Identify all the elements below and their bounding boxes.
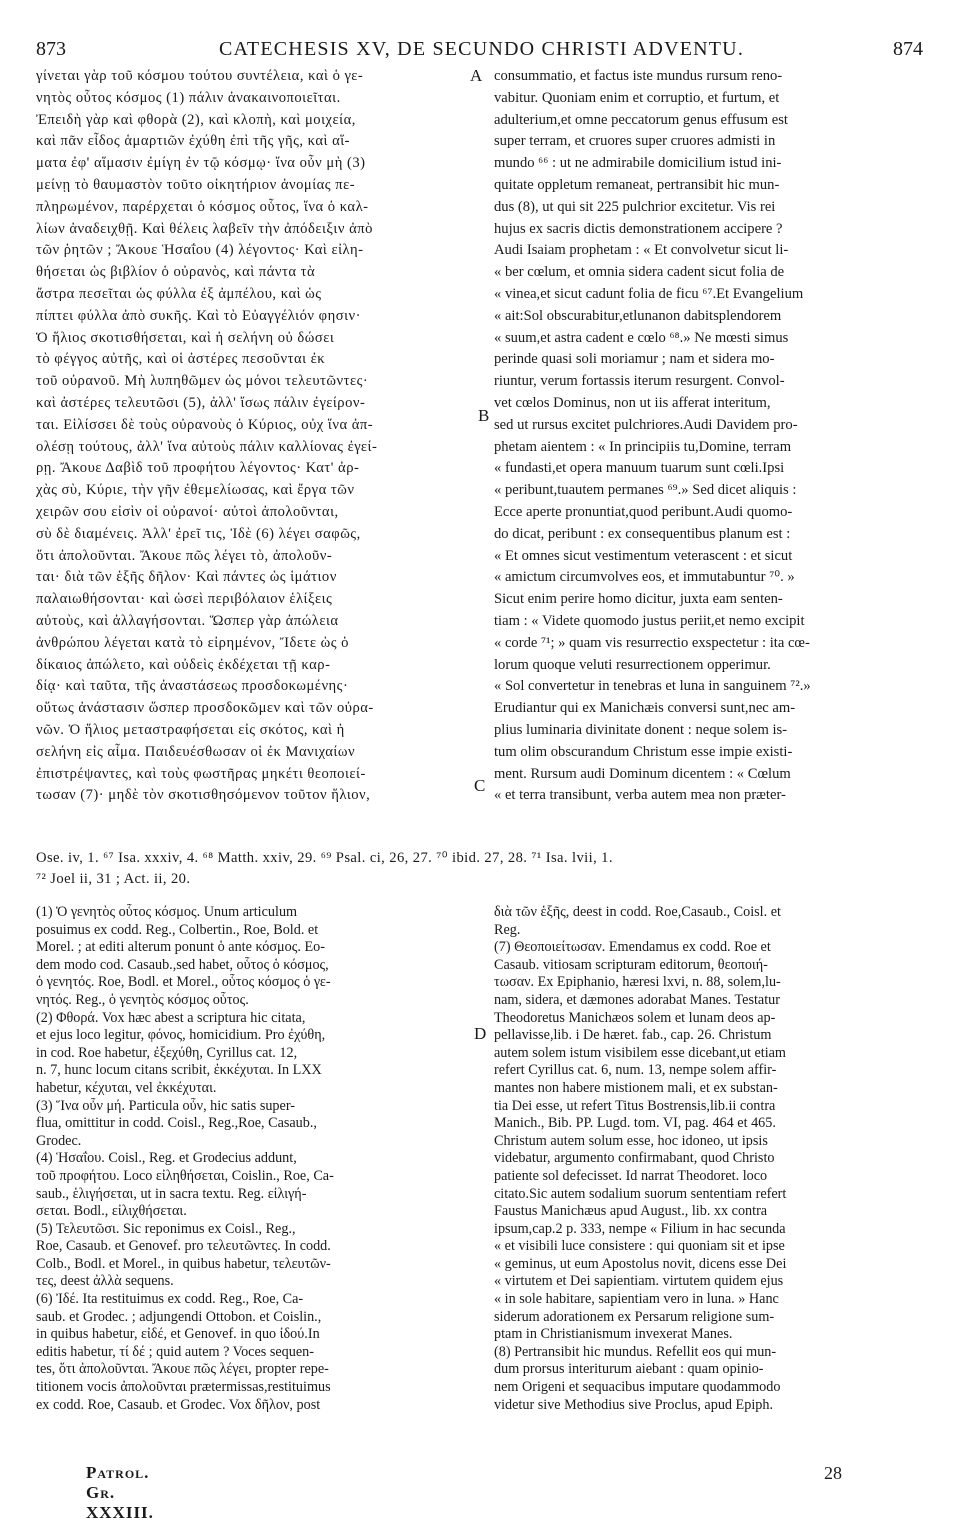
latin-text-line: tum olim obscurandum Christum esse impie existi- <box>494 743 793 760</box>
page-number-left: 873 <box>36 38 66 60</box>
scripture-refs-line-2: ⁷² Joel ii, 31 ; Act. ii, 20. <box>36 871 191 887</box>
note-line: dum prorsus interiturum aiebant : quam opinio- <box>494 1361 764 1378</box>
note-line: (6) Ἰδέ. Ita restituimus ex codd. Reg., Roe, Ca- <box>36 1291 304 1308</box>
latin-text-line: plius luminaria divinitate donent : neque solem is- <box>494 721 788 738</box>
note-line: tes, ὅτι ἀπολοῦνται. Ἄκουε πῶς λέγει, propter repe- <box>36 1361 329 1378</box>
greek-text-column <box>36 66 466 807</box>
running-title: CATECHESIS XV, DE SECUNDO CHRISTI ADVENTU. <box>218 38 745 60</box>
note-line: ipsum,cap.2 p. 333, nempe « Filium in hac secunda <box>494 1220 786 1237</box>
greek-text-line: γίνεται γὰρ τοῦ κόσμου τούτου συντέλεια, καὶ ὁ γε- <box>36 68 364 84</box>
margin-marker-b: B <box>478 406 490 425</box>
greek-text-line: ται. Εἱλίσσει δὲ τοὺς οὐρανοὺς ὁ Κύριος, οὐχ ἵνα ἀπ- <box>36 416 374 433</box>
latin-text-line: « amictum circumvolves eos, et immutabuntur ⁷⁰. » <box>494 569 795 586</box>
greek-text-line: χειρῶν σου εἰσὶν οἱ οὐρανοί· αὐτοὶ ἀπολοῦνται, <box>36 503 339 520</box>
margin-marker-d: D <box>474 1024 487 1043</box>
latin-text-line: dus (8), ut qui sit 225 pulchrior excitetur. Vis rei <box>494 198 776 215</box>
note-line: n. 7, hunc locum citans scribit, ἐκκέχυται. In LXX <box>36 1062 322 1079</box>
latin-text-line: « Et omnes sicut vestimentum veterascent : et sicut <box>494 547 793 564</box>
latin-text-line: « fundasti,et opera manuum tuarum sunt cœli.Ipsi <box>494 460 785 477</box>
note-line: σεται. Bodl., εἰλιχθήσεται. <box>36 1203 187 1220</box>
note-line: Reg. <box>494 921 521 938</box>
greek-text-line: ματα ἐφ' αἵμασιν ἐμίγη ἐν τῷ κόσμῳ· ἵνα οὖν μὴ (3) <box>36 155 366 172</box>
note-line: « et visibili luce consistere : qui quoniam sit et ipse <box>494 1238 785 1255</box>
note-line: Grodec. <box>36 1132 82 1149</box>
greek-text-line: τὸ φέγγος αὐτῆς, καὶ οἱ ἀστέρες πεσοῦνται ἐκ <box>36 351 326 368</box>
note-line: patiente sol defecisset. Id narrat Theodoret. loco <box>494 1167 768 1184</box>
note-line: editis habetur, τί δέ ; quid autem ? Voces sequen- <box>36 1343 314 1360</box>
note-line: (7) Θεοποιείτωσαν. Emendamus ex codd. Roe et <box>494 939 771 956</box>
latin-text-line: do dicat, peribunt : ex consequentibus planum est : <box>494 525 791 542</box>
note-line: nem Origeni et sequacibus imputare quodammodo <box>494 1379 781 1396</box>
note-line: videtur sive Methodius sive Proclus, apud Epiph. <box>494 1396 773 1413</box>
greek-text-line: ολέσῃ τούτους, ἀλλ' ἵνα αὐτοὺς πάλιν καλλίονας ἐγεί- <box>36 438 378 455</box>
greek-text-line: λίων ἀναδειχθῇ. Καὶ θέλεις λαβεῖν τὴν ἀπόδειξιν ἀπὸ <box>36 220 373 237</box>
note-line: Colb., Bodl. et Morel., in quibus habetur, τελευτῶν- <box>36 1255 331 1272</box>
latin-text-column <box>494 66 930 807</box>
note-line: in cod. Roe habetur, ἐξεχύθη, Cyrillus cat. 12, <box>36 1044 298 1061</box>
greek-text-line: παλαιωθήσονται· καὶ ὡσεὶ περιβόλαιον ἑλίξεις <box>36 591 333 608</box>
scripture-refs-line-1: Ose. iv, 1. ⁶⁷ Isa. xxxiv, 4. ⁶⁸ Matth. xxiv, 29. ⁶⁹ Psal. ci, 26, 27. ⁷⁰ ibid. 27, 28. ⁷¹ Isa. lvii, 1. <box>36 850 613 866</box>
note-line: νητός. Reg., ὁ γενητὸς κόσμος οὗτος. <box>36 991 249 1008</box>
note-line: τες, deest ἀλλὰ sequens. <box>36 1273 174 1290</box>
running-header <box>0 38 963 64</box>
margin-marker-a: A <box>470 66 483 85</box>
latin-text-line: mundo ⁶⁶ : ut ne admirabile domicilium istud ini- <box>494 155 782 172</box>
note-line: ὁ γενητός. Roe, Bodl. et Morel., οὗτος κόσμος ὁ γε- <box>36 974 331 991</box>
latin-text-line: « et terra transibunt, verba autem mea non præter- <box>494 787 786 804</box>
greek-text-line: ρῃ. Ἄκουε Δαβὶδ τοῦ προφήτου λέγοντος· Κατ' ἀρ- <box>36 460 360 477</box>
greek-text-line: ὅτι ἀπολοῦνται. Ἄκουε πῶς λέγει τὸ, ἀπολοῦν- <box>36 547 333 564</box>
latin-text-line: vet cœlos Dominus, non ut iis afferat interitum, <box>494 394 771 411</box>
latin-text-line: phetam aientem : « In principiis tu,Domine, terram <box>494 438 792 455</box>
note-line: « geminus, ut eum Apostolus novit, dicens esse Dei <box>494 1255 787 1272</box>
greek-text-line: μείνῃ τὸ θαυμαστὸν τοῦτο οἰκητήριον ἀνομίας πε- <box>36 176 356 193</box>
note-line: Theodoretus Manichæos solem et lunam deos ap- <box>494 1009 776 1026</box>
greek-text-line: αὐτοὺς, καὶ ἀλλαγήσονται. Ὥσπερ γὰρ ἀπώλεια <box>36 612 339 629</box>
note-line: (8) Pertransibit hic mundus. Refellit eos qui mun- <box>494 1343 777 1360</box>
greek-text-line: δίᾳ· καὶ ταῦτα, τῆς ἀναστάσεως προσδοκωμένης· <box>36 678 349 695</box>
greek-text-line: καὶ πᾶν εἶδος ἁμαρτιῶν ἐχύθη ἐπὶ τῆς γῆς, καὶ αἵ- <box>36 133 351 150</box>
notes-column-right <box>494 904 930 1414</box>
latin-text-line: « Sol convertetur in tenebras et luna in sanguinem ⁷².» <box>494 678 811 695</box>
latin-text-line: consummatio, et factus iste mundus rursum reno- <box>494 68 783 84</box>
note-line: « virtutem et Dei sapientiam. virtutem quidem ejus <box>494 1273 784 1290</box>
greek-text-line: ἐπιστρέψαντες, καὶ τοὺς φωστῆρας μηκέτι θεοποιεί- <box>36 765 366 782</box>
note-line: ex codd. Roe, Casaub. et Grodec. Vox δῆλον, post <box>36 1396 321 1413</box>
greek-text-line: νητὸς οὗτος κόσμος (1) πάλιν ἀνακαινοποιεῖται. <box>36 89 341 106</box>
greek-text-line: πίπτει φύλλα ἀπὸ συκῆς. Καὶ τὸ Εὐαγγέλιόν φησιν· <box>36 307 361 324</box>
note-line: (2) Φθορά. Vox hæc abest a scriptura hic citata, <box>36 1009 306 1026</box>
note-line: (5) Τελευτῶσι. Sic reponimus ex Coisl., Reg., <box>36 1220 296 1237</box>
note-line: dem modo cod. Casaub.,sed habet, οὗτος ὁ κόσμος, <box>36 956 329 973</box>
note-line: siderum adorationem ex Persarum religione sum- <box>494 1308 775 1325</box>
greek-text-line: τῶν ῥητῶν ; Ἄκουε Ἡσαΐου (4) λέγοντος· Καὶ εἰλη- <box>36 242 364 259</box>
latin-text-line: Sicut enim perire homo dicitur, juxta eam senten- <box>494 591 783 608</box>
note-line: flua, omittitur in codd. Coisl., Reg.,Roe, Casaub., <box>36 1115 317 1132</box>
note-line: autem solem istum visibilem esse dicebant,ut etiam <box>494 1044 786 1061</box>
latin-text-line: riuntur, verum fortassis iterum resurgent. Convol- <box>494 373 785 390</box>
greek-text-line: ται· διὰ τῶν ἑξῆς δῆλον· Καὶ πάντες ὡς ἱμάτιον <box>36 569 337 586</box>
note-line: (3) Ἵνα οὖν μή. Particula οὖν, hic satis super- <box>36 1097 295 1114</box>
latin-text-line: « vinea,et sicut cadunt folia de ficu ⁶⁷.Et Evangelium <box>494 285 804 302</box>
note-line: ptam in Christianismum invexerat Manes. <box>494 1326 733 1343</box>
footer-signature-number: 28 <box>824 1463 842 1483</box>
greek-text-line: τοῦ οὐρανοῦ. Μὴ λυπηθῶμεν ὡς μόνοι τελευτῶντες· <box>36 373 369 390</box>
greek-text-line: καὶ ἀστέρες τελευτῶσι (5), ἀλλ' ἴσως πάλιν ἐγείρον- <box>36 394 366 411</box>
note-line: et ejus loco legitur, φόνος, homicidium. Pro ἐχύθη, <box>36 1027 326 1044</box>
note-line: Manich., Bib. PP. Lugd. tom. VI, pag. 464 et 465. <box>494 1115 776 1132</box>
latin-text-line: vabitur. Quoniam enim et corruptio, et furtum, et <box>494 89 780 106</box>
latin-text-line: « suum,et astra cadent e cœlo ⁶⁸.» Ne mœsti simus <box>494 329 789 346</box>
note-line: Faustus Manichæus apud August., lib. xx contra <box>494 1203 768 1220</box>
note-line: saub., ἑλιγήσεται, ut in sacra textu. Reg. εἰλιγή- <box>36 1185 307 1202</box>
note-line: pellavisse,lib. i De hæret. fab., cap. 26. Christum <box>494 1027 772 1044</box>
latin-text-line: quitate oppletum remaneat, pertransibit hic mun- <box>494 176 780 193</box>
note-line: Morel. ; at editi alterum ponunt ὁ ante κόσμος. Eo- <box>36 939 325 956</box>
note-line: citato.Sic autem sodalium suorum sententiam refert <box>494 1185 787 1202</box>
note-line: nam, sidera, et dæmones adorabat Manes. Testatur <box>494 991 780 1008</box>
greek-text-line: Ὁ ἥλιος σκοτισθήσεται, καὶ ἡ σελήνη οὐ δώσει <box>36 329 335 346</box>
note-line: Casaub. vitiosam scripturam editorum, θεοποιή- <box>494 956 768 973</box>
latin-text-line: « ber cœlum, et omnia sidera cadent sicut folia de <box>494 264 785 281</box>
greek-text-line: σὺ δὲ διαμένεις. Ἀλλ' ἐρεῖ τις, Ἰδὲ (6) λέγει σαφῶς, <box>36 525 361 542</box>
latin-text-line: sed ut rursus excitet pulchriores.Audi Davidem pro- <box>494 416 798 433</box>
latin-text-line: lorum quoque veluti resurrectionem opperimur. <box>494 656 771 673</box>
note-line: διὰ τῶν ἑξῆς, deest in codd. Roe,Casaub., Coisl. et <box>494 904 781 920</box>
latin-text-line: « corde ⁷¹; » quam vis resurrectio exspectetur : ita cœ- <box>494 634 810 651</box>
note-line: videbatur, argumento confirmabant, quod Christo <box>494 1150 775 1167</box>
latin-text-line: ment. Rursum audi Dominum dicentem : « Cœlum <box>494 765 791 782</box>
latin-text-line: Erudiantur qui ex Manichæis conversi sunt,nec am- <box>494 700 796 717</box>
page-number-right: 874 <box>893 38 923 60</box>
latin-text-line: adulterium,et omne peccatorum genus effusum est <box>494 111 788 128</box>
latin-text-line: Audi Isaiam prophetam : « Et convolvetur sicut li- <box>494 242 789 259</box>
greek-text-line: πληρωμένον, παρέρχεται ὁ κόσμος οὗτος, ἵνα ὁ καλ- <box>36 198 369 215</box>
greek-text-line: ἄστρα πεσεῖται ὡς φύλλα ἐξ ἀμπέλου, καὶ ὡς <box>36 285 322 302</box>
greek-text-line: οὕτως ἀνάστασιν ὥσπερ προσδοκῶμεν καὶ τῶν οὐρα- <box>36 700 374 717</box>
note-line: refert Cyrillus cat. 6, num. 13, nempe solem affir- <box>494 1062 777 1079</box>
note-line: (1) Ὁ γενητὸς οὗτος κόσμος. Unum articulum <box>36 904 298 920</box>
note-line: in quibus habetur, εἰδέ, et Genovef. in quo ἰδού.In <box>36 1326 320 1343</box>
margin-marker-c: C <box>474 776 486 795</box>
latin-text-line: perinde quasi soli moriamur ; nam et sidera mo- <box>494 351 775 368</box>
latin-text-line: Ecce aperte pronuntiat,quod peribunt.Audi quomo- <box>494 503 793 520</box>
greek-text-line: Ἐπειδὴ γὰρ καὶ φθορὰ (2), καὶ κλοπὴ, καὶ μοιχεία, <box>36 111 356 128</box>
note-line: Roe, Casaub. et Genovef. pro τελευτῶντες. In codd. <box>36 1238 331 1255</box>
note-line: mantes non habere mistionem mali, et ex substan- <box>494 1079 778 1096</box>
greek-text-line: δίκαιος ἀπώλετο, καὶ οὐδεὶς ἐκδέχεται τῇ καρ- <box>36 656 331 673</box>
notes-column-left <box>36 904 472 1414</box>
greek-text-line: χὰς σὺ, Κύριε, τὴν γῆν ἐθεμελίωσας, καὶ ἔργα τῶν <box>36 482 355 499</box>
greek-text-line: θήσεται ὡς βιβλίον ὁ οὐρανὸς, καὶ πάντα τὰ <box>36 264 316 281</box>
greek-text-line: νῶν. Ὁ ἥλιος μεταστραφήσεται εἰς σκότος, καὶ ἡ <box>36 721 345 738</box>
greek-text-line: τωσαν (7)· μηδὲ τὸν σκοτισθησόμενον τοῦτον ἥλιον, <box>36 787 371 804</box>
note-line: τοῦ προφήτου. Loco εἰληθήσεται, Coislin., Roe, Ca- <box>36 1167 334 1184</box>
note-line: (4) Ἡσαΐου. Coisl., Reg. et Grodecius addunt, <box>36 1150 297 1167</box>
note-line: habetur, κέχυται, vel ἐκκέχυται. <box>36 1079 217 1096</box>
footer-series-label: Patrol. Gr. XXXIII. <box>86 1463 154 1522</box>
note-line: τωσαν. Ex Epiphanio, hæresi lxvi, n. 88, solem,lu- <box>494 974 781 991</box>
note-line: « in sole habitare, sapientiam vero in luna. » Hanc <box>494 1291 779 1308</box>
note-line: posuimus ex codd. Reg., Colbertin., Roe, Bold. et <box>36 921 319 938</box>
latin-text-line: super terram, et cruores super cruores admisti in <box>494 133 776 150</box>
note-line: Christum autem solum esse, hoc idoneo, ut ipsis <box>494 1132 768 1149</box>
note-line: saub. et Grodec. ; adjungendi Ottobon. et Coislin., <box>36 1308 322 1325</box>
latin-text-line: hujus ex sacris dictis demonstrationem accipere ? <box>494 220 783 237</box>
latin-text-line: « ait:Sol obscurabitur,etlunanon dabitsplendorem <box>494 307 782 324</box>
greek-text-line: σελήνη εἰς αἷμα. Παιδευέσθωσαν οἱ ἐκ Μανιχαίων <box>36 743 356 760</box>
note-line: tia Dei esse, ut refert Titus Bostrensis,lib.ii contra <box>494 1097 776 1114</box>
greek-text-line: ἀνθρώπου λέγεται κατὰ τὸ εἰρημένον, Ἴδετε ὡς ὁ <box>36 634 349 651</box>
note-line: titionem vocis ἀπολοῦνται prætermissas,restituimus <box>36 1379 331 1396</box>
latin-text-line: « peribunt,tuautem permanes ⁶⁹.» Sed dicet aliquis : <box>494 482 797 499</box>
latin-text-line: tiam : « Videte quomodo justus periit,et nemo excipit <box>494 612 805 629</box>
